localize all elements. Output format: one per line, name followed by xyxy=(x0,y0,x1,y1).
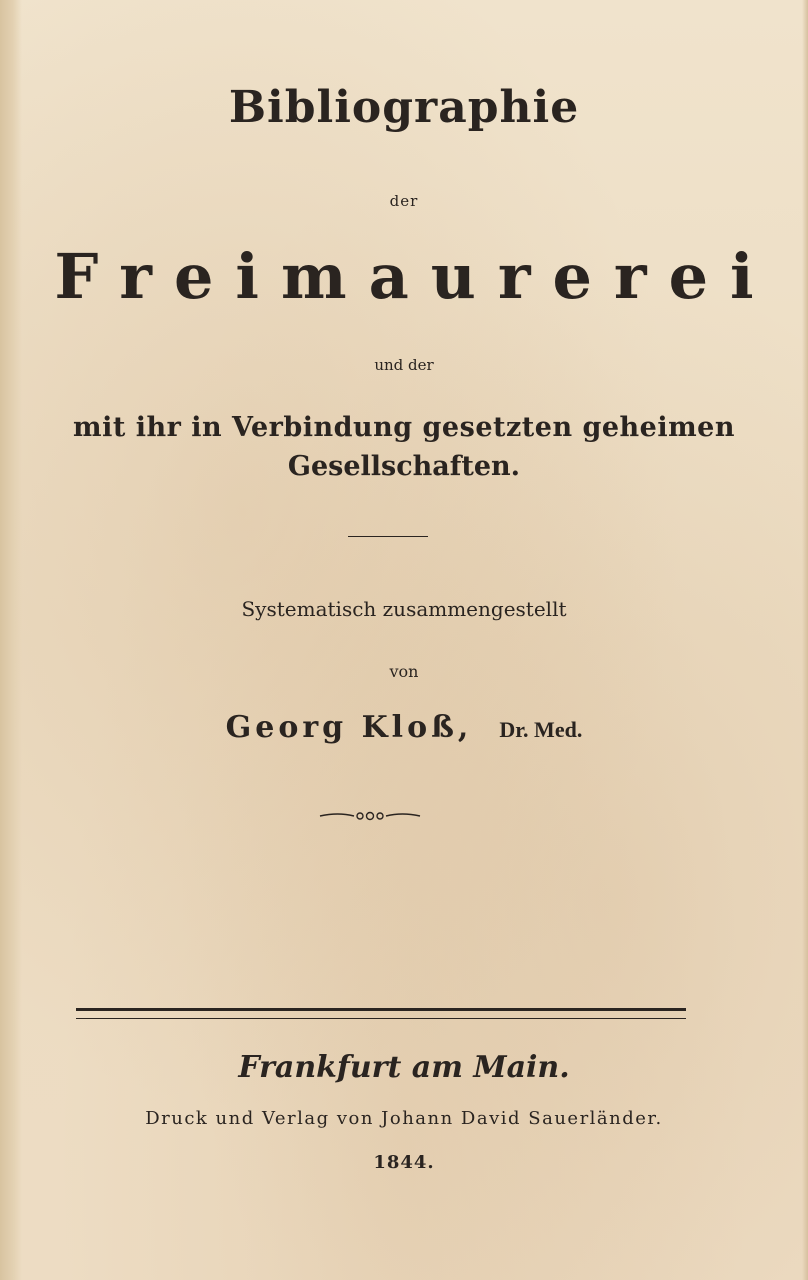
subtitle-line-2: Gesellschaften. xyxy=(287,451,521,482)
author-name: Georg Kloß, xyxy=(225,710,473,745)
connector-der: der xyxy=(389,192,419,210)
imprint-year: 1844. xyxy=(373,1152,435,1173)
ornament-icon xyxy=(318,806,422,826)
connector-von: von xyxy=(389,662,419,681)
connector-und-der: und der xyxy=(374,356,434,374)
double-rule-thin xyxy=(76,1018,686,1019)
short-divider xyxy=(348,536,428,537)
author-degree: Dr. Med. xyxy=(499,717,583,742)
main-title: Freimaurerei xyxy=(54,240,776,313)
imprint-printer: Druck und Verlag von Johann David Sauerländer. xyxy=(145,1108,663,1129)
author-line xyxy=(0,710,808,745)
compiled-note: Systematisch zusammengestellt xyxy=(241,597,567,621)
double-rule-thick xyxy=(76,1008,686,1011)
imprint-city: Frankfurt am Main. xyxy=(238,1050,570,1085)
book-title: Bibliographie xyxy=(228,82,580,133)
subtitle-line-1: mit ihr in Verbindung gesetzten geheimen xyxy=(73,412,735,443)
